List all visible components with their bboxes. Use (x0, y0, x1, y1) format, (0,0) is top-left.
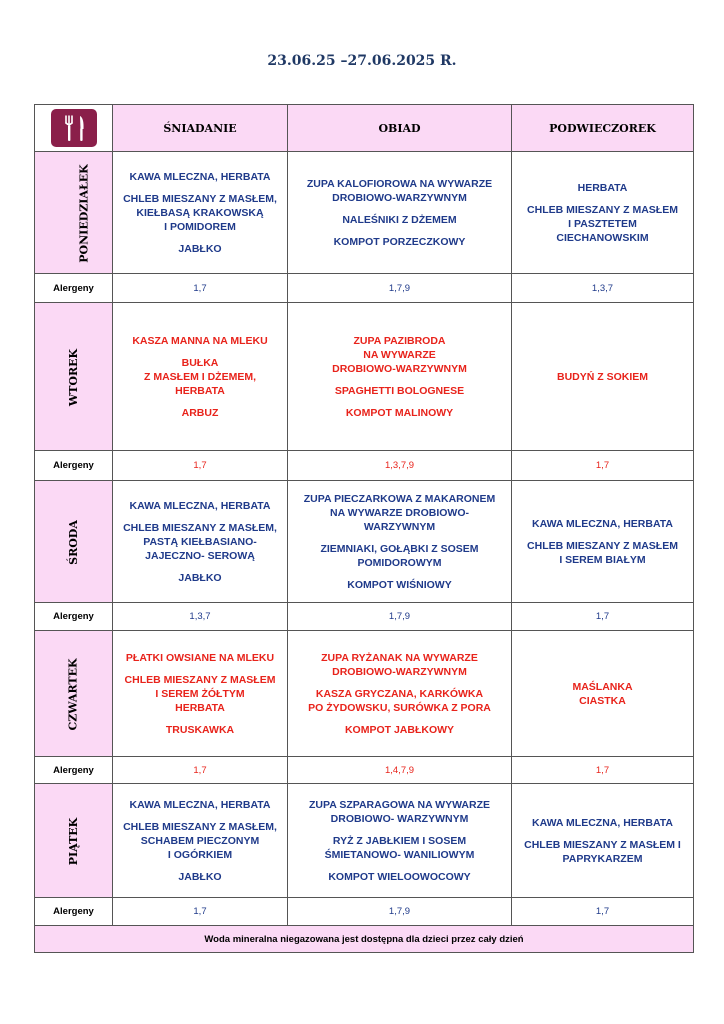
day-row (35, 481, 694, 603)
menu-item: CHLEB MIESZANY Z MASŁEM I SEREM BIAŁYM (527, 539, 678, 566)
menu-item: TRUSKAWKA (165, 723, 235, 736)
day-label-cell (35, 303, 113, 451)
menu-title: 23.06.25 –27.06.2025 R. (267, 53, 457, 69)
menu-item: KOMPOT PORZECZKOWY (333, 235, 466, 248)
menu-item: KAWA MLECZNA, HERBATA (532, 816, 673, 829)
header-lunch: OBIAD (288, 105, 512, 152)
menu-item: JABŁKO (178, 870, 222, 883)
allergen-label: Alergeny (35, 274, 113, 303)
header-breakfast: ŚNIADANIE (113, 105, 288, 152)
day-label-cell (35, 481, 113, 603)
allergen-value: 1,7 (512, 451, 694, 481)
lunch-cell (288, 784, 512, 898)
allergen-row (35, 898, 694, 926)
day-row (35, 303, 694, 451)
menu-item: CHLEB MIESZANY Z MASŁEM, SCHABEM PIECZONYM I OGÓRKIEM (123, 820, 277, 861)
menu-item: PŁATKI OWSIANE NA MLEKU (125, 651, 275, 664)
menu-item: CHLEB MIESZANY Z MASŁEM I PAPRYKARZEM (524, 838, 681, 865)
menu-item: BUŁKA Z MASŁEM I DŻEMEM, HERBATA (144, 356, 256, 397)
allergen-row (35, 274, 694, 303)
snack-cell (512, 303, 694, 451)
breakfast-cell (113, 303, 288, 451)
menu-item: KAWA MLECZNA, HERBATA (129, 798, 271, 811)
menu-item: SPAGHETTI BOLOGNESE (334, 384, 465, 397)
breakfast-cell (113, 152, 288, 274)
allergen-value: 1,7 (512, 898, 694, 926)
allergen-value: 1,7,9 (288, 898, 512, 926)
menu-item: CHLEB MIESZANY Z MASŁEM I PASZTETEM CIECHANOWSKIM (527, 203, 678, 244)
header-row (35, 105, 694, 152)
allergen-label: Alergeny (35, 451, 113, 481)
menu-item: KAWA MLECZNA, HERBATA (129, 499, 271, 512)
day-name: CZWARTEK (67, 657, 80, 731)
lunch-cell (288, 152, 512, 274)
day-name: WTOREK (67, 348, 80, 406)
day-row (35, 152, 694, 274)
menu-item: JABŁKO (178, 571, 222, 584)
snack-cell (512, 631, 694, 757)
day-label-cell (35, 631, 113, 757)
allergen-value: 1,7 (113, 757, 288, 784)
menu-item: ZUPA KALOFIOROWA NA WYWARZE DROBIOWO-WARZYWNYM (306, 177, 493, 204)
menu-item: ARBUZ (181, 406, 219, 419)
allergen-value: 1,3,7 (113, 603, 288, 631)
menu-item: KAWA MLECZNA, HERBATA (129, 170, 271, 183)
menu-table (34, 104, 694, 953)
menu-item: KAWA MLECZNA, HERBATA (532, 517, 673, 530)
menu-item: CHLEB MIESZANY Z MASŁEM, PASTĄ KIEŁBASIANO- JAJECZNO- SEROWĄ (123, 521, 277, 562)
lunch-cell (288, 303, 512, 451)
allergen-label: Alergeny (35, 757, 113, 784)
allergen-value: 1,7 (113, 451, 288, 481)
day-name: PIĄTEK (66, 817, 80, 865)
allergen-value: 1,7 (113, 274, 288, 303)
menu-item: ZIEMNIAKI, GOŁĄBKI Z SOSEM POMIDOROWYM (320, 542, 479, 569)
allergen-row (35, 757, 694, 784)
menu-item: ZUPA SZPARAGOWA NA WYWARZE DROBIOWO- WARZYWNYM (308, 798, 491, 825)
menu-item: CHLEB MIESZANY Z MASŁEM, KIEŁBASĄ KRAKOWSKĄ I POMIDOREM (123, 192, 277, 233)
allergen-value: 1,7,9 (288, 274, 512, 303)
menu-item: KOMPOT MALINOWY (345, 406, 454, 419)
allergen-value: 1,7 (113, 898, 288, 926)
allergen-value: 1,4,7,9 (288, 757, 512, 784)
menu-item: NALEŚNIKI Z DŻEMEM (342, 213, 457, 226)
allergen-value: 1,7,9 (288, 603, 512, 631)
water-note: Woda mineralna niegazowana jest dostępna dla dzieci przez cały dzień (35, 926, 694, 953)
allergen-label: Alergeny (35, 603, 113, 631)
allergen-row (35, 451, 694, 481)
menu-item: KOMPOT WIŚNIOWY (347, 578, 452, 591)
menu-item: KOMPOT JABŁKOWY (344, 723, 455, 736)
menu-item: JABŁKO (178, 242, 222, 255)
allergen-value: 1,7 (512, 603, 694, 631)
logo-cell (35, 105, 113, 152)
breakfast-cell (113, 481, 288, 603)
breakfast-cell (113, 631, 288, 757)
menu-item: MAŚLANKA CIASTKA (572, 680, 633, 707)
menu-item: ZUPA RYŻANAK NA WYWARZE DROBIOWO-WARZYWNYM (321, 651, 478, 678)
menu-item: RYŻ Z JABŁKIEM I SOSEM ŚMIETANOWO- WANILIOWYM (324, 834, 475, 861)
lunch-cell (288, 631, 512, 757)
day-row (35, 784, 694, 898)
day-label-cell (35, 152, 113, 274)
menu-item: HERBATA (577, 181, 628, 194)
allergen-label: Alergeny (35, 898, 113, 926)
day-label-cell (35, 784, 113, 898)
menu-item: KOMPOT WIELOOWOCOWY (328, 870, 471, 883)
menu-item: KASZA GRYCZANA, KARKÓWKA PO ŻYDOWSKU, SURÓWKA Z PORA (308, 687, 491, 714)
day-row (35, 631, 694, 757)
header-snack: PODWIECZOREK (512, 105, 694, 152)
allergen-value: 1,7 (512, 757, 694, 784)
breakfast-cell (113, 784, 288, 898)
menu-item: KASZA MANNA NA MLEKU (132, 334, 268, 347)
allergen-value: 1,3,7,9 (288, 451, 512, 481)
allergen-row (35, 603, 694, 631)
menu-item: ZUPA PAZIBRODA NA WYWARZE DROBIOWO-WARZYWNYM (332, 334, 467, 375)
snack-cell (512, 784, 694, 898)
day-name: PONIEDZIAŁEK (77, 163, 91, 263)
lunch-cell (288, 481, 512, 603)
snack-cell (512, 481, 694, 603)
fork-knife-icon (51, 109, 97, 147)
menu-item: CHLEB MIESZANY Z MASŁEM I SEREM ŻÓŁTYM HERBATA (124, 673, 276, 714)
day-name: ŚRODA (67, 519, 80, 565)
allergen-value: 1,3,7 (512, 274, 694, 303)
menu-item: ZUPA PIECZARKOWA Z MAKARONEM NA WYWARZE DROBIOWO- WARZYWNYM (303, 492, 496, 533)
menu-item: BUDYŃ Z SOKIEM (556, 370, 648, 383)
snack-cell (512, 152, 694, 274)
